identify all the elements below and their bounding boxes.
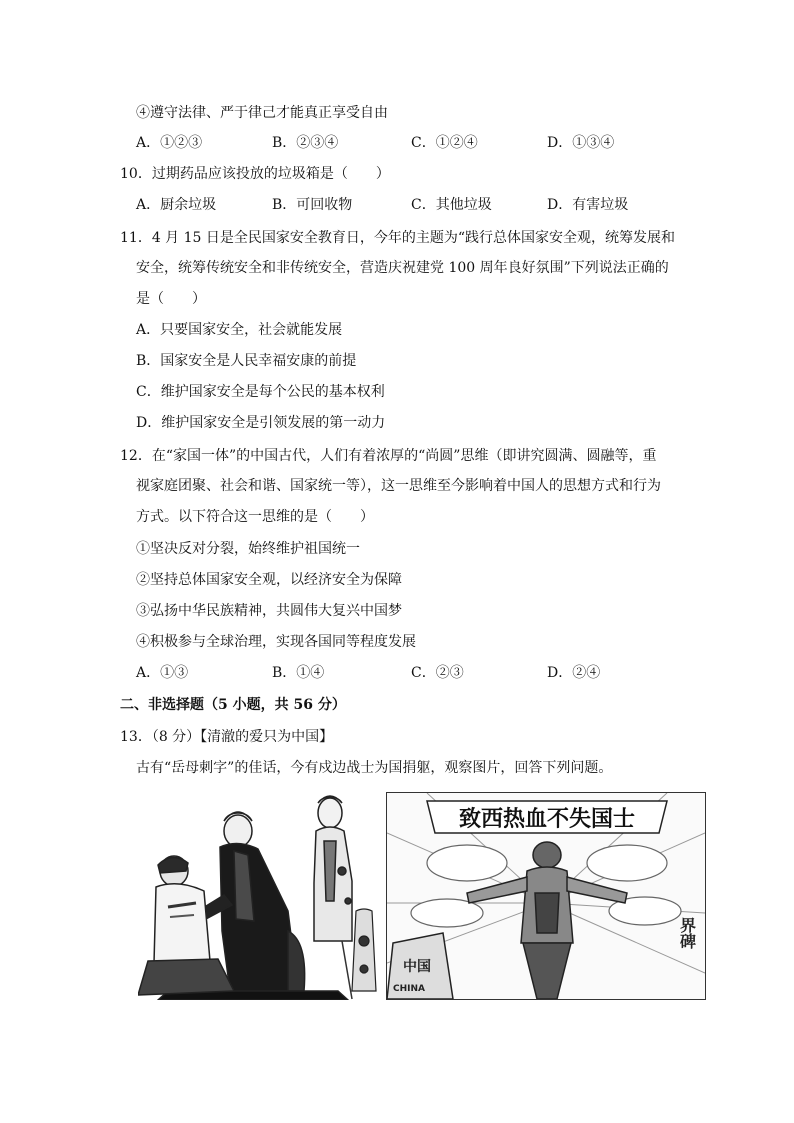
q11-stem-line1: 11．4 月 15 日是全民国家安全教育日，今年的主题为“践行总体国家安全观，统筹发展和 (120, 230, 676, 246)
q12-stem-line3: 方式。以下符合这一思维的是（ ） (136, 509, 374, 525)
q9-option-d: D．①③④ (547, 135, 615, 151)
q11-option-a: A．只要国家安全，社会就能发展 (136, 322, 343, 338)
stone-text-en: CHINA (393, 984, 425, 994)
illustration-yue-mu-ci-zi (138, 791, 382, 1000)
q11-stem-line3: 是（ ） (136, 291, 206, 307)
q11-stem-line2: 安全，统筹传统安全和非传统安全，营造庆祝建党 100 周年良好氛围”下列说法正确的 (136, 260, 669, 276)
q10-stem: 10．过期药品应该投放的垃圾箱是（ ） (120, 166, 390, 182)
q11-option-b: B．国家安全是人民幸福安康的前提 (136, 353, 357, 369)
q10-option-b: B．可回收物 (272, 197, 353, 213)
q12-item1: ①坚决反对分裂，始终维护祖国统一 (136, 541, 360, 557)
q10-option-c: C．其他垃圾 (411, 197, 492, 213)
q12-stem-line2: 视家庭团聚、社会和谐、国家统一等），这一思维至今影响着中国人的思想方式和行为 (136, 478, 661, 494)
side-text: 界碑 (677, 917, 697, 949)
q11-option-d: D．维护国家安全是引领发展的第一动力 (136, 415, 386, 431)
q13-stem: 13．（8 分）【清澈的爱只为中国】 (120, 729, 334, 745)
q9-item4: ④遵守法律、严于律己才能真正享受自由 (136, 105, 388, 121)
q10-option-d: D．有害垃圾 (547, 197, 629, 213)
q11-option-c: C．维护国家安全是每个公民的基本权利 (136, 384, 385, 400)
q13-intro: 古有“岳母刺字”的佳话，今有戍边战士为国捐躯，观察图片，回答下列问题。 (136, 760, 613, 776)
q12-stem-line1: 12．在“家国一体”的中国古代，人们有着浓厚的“尚圆”思维（即讲究圆满、圆融等，重 (120, 448, 657, 464)
q12-item3: ③弘扬中华民族精神，共圆伟大复兴中国梦 (136, 603, 402, 619)
vase-decoration (352, 909, 376, 991)
q12-option-a: A．①③ (136, 665, 189, 681)
q12-option-c: C．②③ (411, 665, 464, 681)
q12-item2: ②坚持总体国家安全观，以经济安全为保障 (136, 572, 402, 588)
boundary-stone (387, 933, 453, 999)
q10-option-a: A．厨余垃圾 (136, 197, 217, 213)
q12-item4: ④积极参与全球治理，实现各国同等程度发展 (136, 634, 416, 650)
q12-option-b: B．①④ (272, 665, 325, 681)
q9-option-c: C．①②④ (411, 135, 478, 151)
section2-title: 二、非选择题（5 小题，共 56 分） (120, 697, 346, 713)
stone-text: 中国 (403, 959, 431, 975)
banner (427, 801, 667, 833)
banner-text: 致西热血不失国士 (458, 807, 636, 832)
q9-option-b: B．②③④ (272, 135, 339, 151)
q9-option-a: A．①②③ (136, 135, 203, 151)
q12-option-d: D．②④ (547, 665, 601, 681)
illustration-border-soldier (386, 792, 706, 1000)
